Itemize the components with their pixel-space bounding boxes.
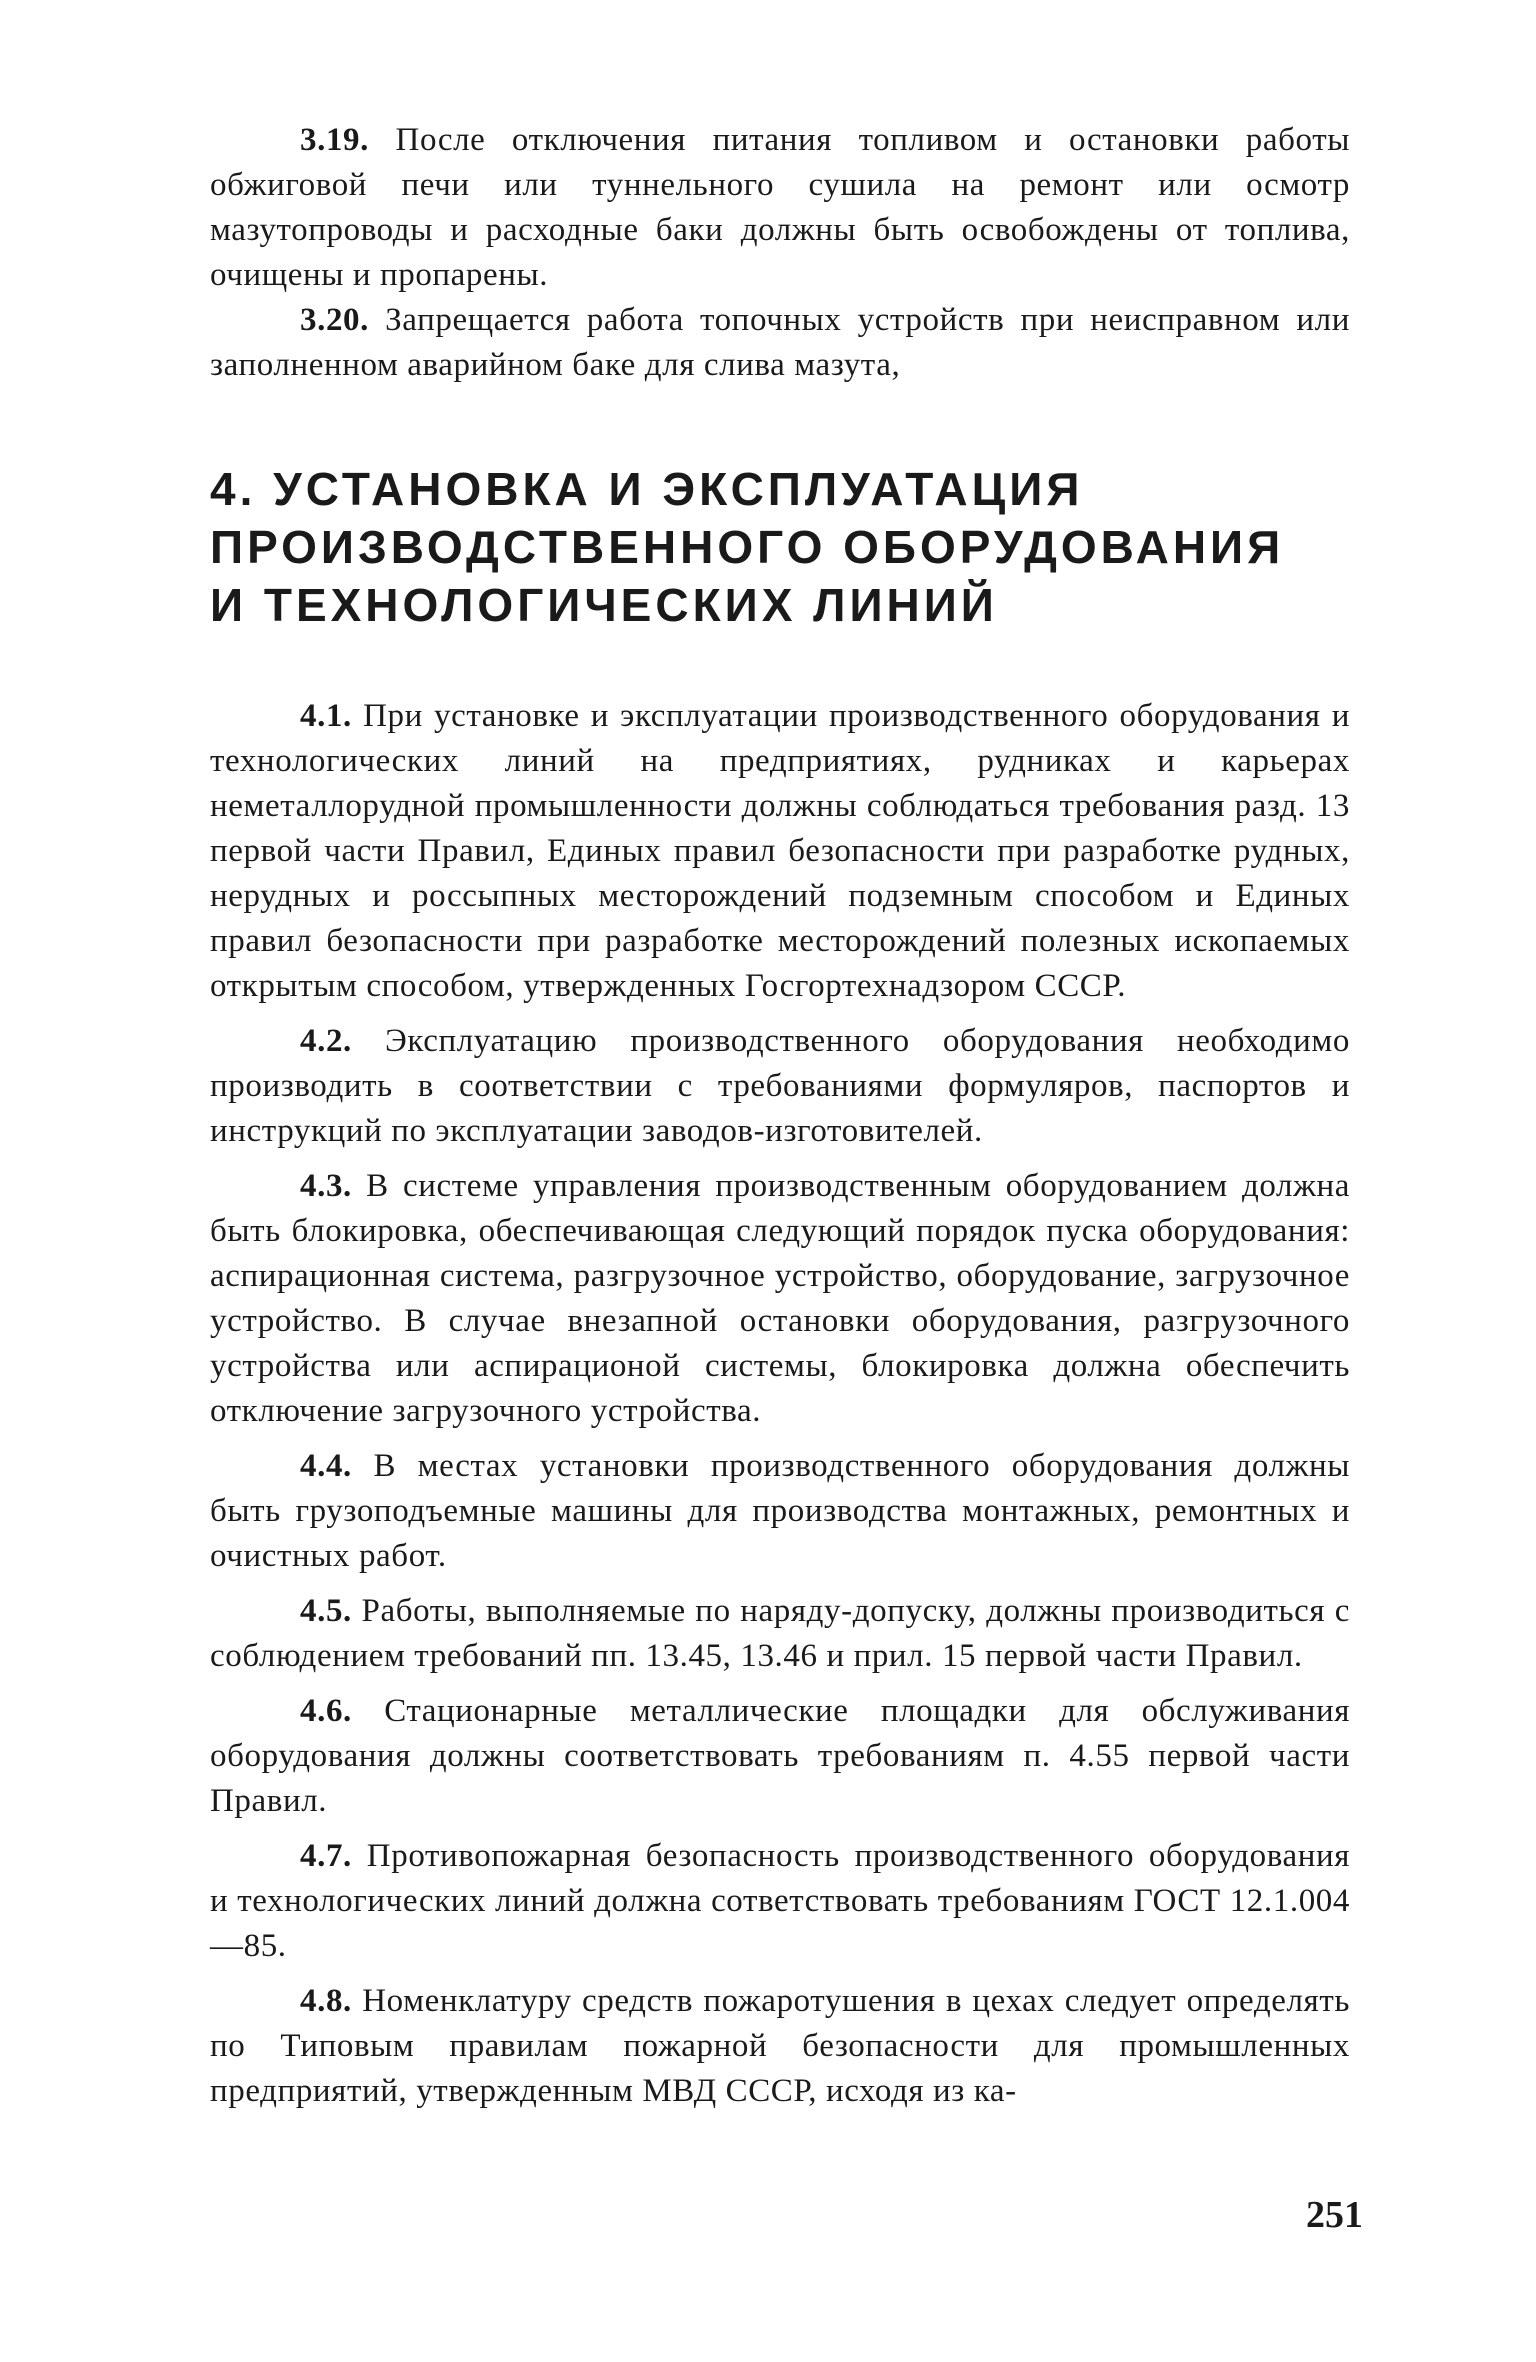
paragraph-4-5 [210, 1589, 1350, 1679]
paragraph-number: 4.4. [300, 1448, 352, 1484]
section-heading-line-1: 4. УСТАНОВКА И ЭКСПЛУАТАЦИЯ [210, 463, 1084, 515]
paragraph-4-8 [210, 1979, 1350, 2114]
paragraph-text: Стационарные металлические площадки для обслуживания оборудования должны соответствовать требованиям п. 4.55 первой части Правил. [210, 1693, 1350, 1819]
paragraph-number: 4.7. [300, 1838, 352, 1874]
paragraph-number: 4.1. [300, 698, 352, 734]
section-heading [210, 460, 1350, 634]
paragraph-number: 3.19. [300, 122, 369, 158]
paragraph-4-7 [210, 1834, 1350, 1969]
paragraph-text: В системе управления производственным оборудованием должна быть блокировка, обеспечивающая следующий порядок пуска оборудования: аспирационная система, разгрузочное устройство, оборудование, загрузочное устройство. В случае внезапной остановки оборудования, разгрузочного устройства или аспирационой системы, блокировка должна обеспечить отключение загрузочного устройства. [210, 1168, 1350, 1429]
paragraph-number: 4.2. [300, 1023, 352, 1059]
paragraph-4-4 [210, 1444, 1350, 1579]
paragraph-number: 4.5. [300, 1593, 352, 1629]
paragraph-number: 4.8. [300, 1983, 352, 2019]
paragraph-text: Противопожарная безопасность производственного оборудования и технологических линий должна сответствовать требованиям ГОСТ 12.1.004—85. [210, 1838, 1350, 1964]
paragraph-number: 3.20. [300, 302, 369, 338]
paragraph-text: Запрещается работа топочных устройств при неисправном или заполненном аварийном баке для слива мазута, [210, 302, 1350, 383]
paragraph-text: Эксплуатацию производственного оборудования необходимо производить в соответствии с требованиями формуляров, паспортов и инструкций по эксплуатации заводов-изготовителей. [210, 1023, 1350, 1149]
paragraph-3-20 [210, 298, 1350, 388]
paragraph-4-3 [210, 1164, 1350, 1434]
paragraph-text: Номенклатуру средств пожаротушения в цехах следует определять по Типовым правилам пожарной безопасности для промышленных предприятий, утвержденным МВД СССР, исходя из ка- [210, 1983, 1351, 2109]
section-heading-line-2: ПРОИЗВОДСТВЕННОГО ОБОРУДОВАНИЯ [210, 521, 1285, 573]
paragraph-4-6 [210, 1689, 1350, 1824]
paragraph-text: В местах установки производственного оборудования должны быть грузоподъемные машины для производства монтажных, ремонтных и очистных работ. [210, 1448, 1350, 1574]
page-number: 251 [1306, 2194, 1363, 2236]
document-page [210, 118, 1350, 2114]
paragraph-4-1 [210, 694, 1350, 1009]
paragraph-number: 4.6. [300, 1693, 352, 1729]
paragraph-text: При установке и эксплуатации производственного оборудования и технологических линий на предприятиях, рудниках и карьерах неметаллорудной промышленности должны соблюдаться требования разд. 13 первой части Правил, Единых правил безопасности при разработке рудных, нерудных и россыпных месторождений подземным способом и Единых правил безопасности при разработке месторождений полезных ископаемых открытым способом, утвержденных Госгортехнадзором СССР. [210, 698, 1350, 1004]
paragraph-3-19 [210, 118, 1350, 298]
paragraph-text: После отключения питания топливом и остановки работы обжиговой печи или туннельного сушила на ремонт или осмотр мазутопроводы и расходные баки должны быть освобождены от топлива, очищены и пропарены. [210, 122, 1350, 293]
paragraph-4-2 [210, 1019, 1350, 1154]
paragraph-text: Работы, выполняемые по наряду-допуску, должны производиться с соблюдением требований пп. 13.45, 13.46 и прил. 15 первой части Правил. [210, 1593, 1350, 1674]
section-heading-line-3: И ТЕХНОЛОГИЧЕСКИХ ЛИНИЙ [210, 579, 998, 631]
paragraph-number: 4.3. [300, 1168, 352, 1204]
